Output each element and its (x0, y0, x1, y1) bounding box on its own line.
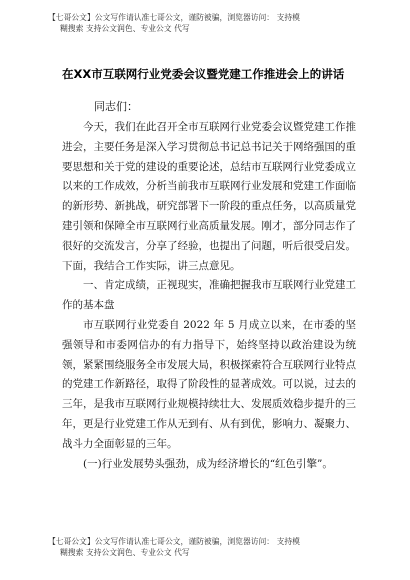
paragraph-intro: 今天，我们在此召开全市互联网行业党委会议暨党建工作推进会，主要任务是深入学习贯彻总书记总书记关于网络强国的重要思想和关于党的建设的重要论述，总结市互联网行业党委成立以来的工作成效，分析当前我市互联网行业发展和党建工作面临的新形势、新挑战，研究部署下一阶段的重点任务，以高质量党建引领和保障全市互联网行业高质量发展。刚才，部分同志作了很好的交流发言，分享了经验，也提出了问题，听后很受启发。下面，我结合工作实际，讲三点意见。 (62, 121, 356, 272)
header-line-2: 糊搜索 支持公文润色、专业公文 代写 (60, 24, 190, 33)
paragraph-section-1: 市互联网行业党委自 2022 年 5 月成立以来，在市委的坚强领导和市委网信办的有力指导下，始终坚持以政治建设为统领，紧紧围绕服务全市发展大局，积极探索符合互联网行业特点的党建工作新路径，取得了阶段性的显著成效。可以说，过去的三年，是我市互联网行业规模持续壮大、发展质效稳步提升的三年，更是行业党建工作从无到有、从有到优，影响力、凝聚力、战斗力全面彰显的三年。 (62, 318, 356, 450)
page-footer (48, 536, 388, 558)
footer-line-2: 糊搜索 支持公文润色、专业公文 代写 (60, 548, 190, 557)
subsection-heading-1: (一)行业发展势头强劲，成为经济增长的“红色引擎”。 (83, 457, 333, 470)
header-line-1: 【七哥公文】公文写作请认准七哥公文，谨防被骗，浏览器访问： 支持模 (48, 13, 300, 22)
greeting: 同志们： (94, 100, 138, 113)
document-title: 在XX市互联网行业党委会议暨党建工作推进会上的讲话 (62, 67, 345, 81)
section-heading-1: 一、肯定成绩，正视现实，准确把握我市互联网行业党建工作的基本盘 (62, 279, 356, 312)
page-header (48, 12, 388, 34)
document-body (62, 118, 356, 474)
footer-line-1: 【七哥公文】公文写作请认准七哥公文，谨防被骗，浏览器访问： 支持模 (48, 537, 300, 546)
